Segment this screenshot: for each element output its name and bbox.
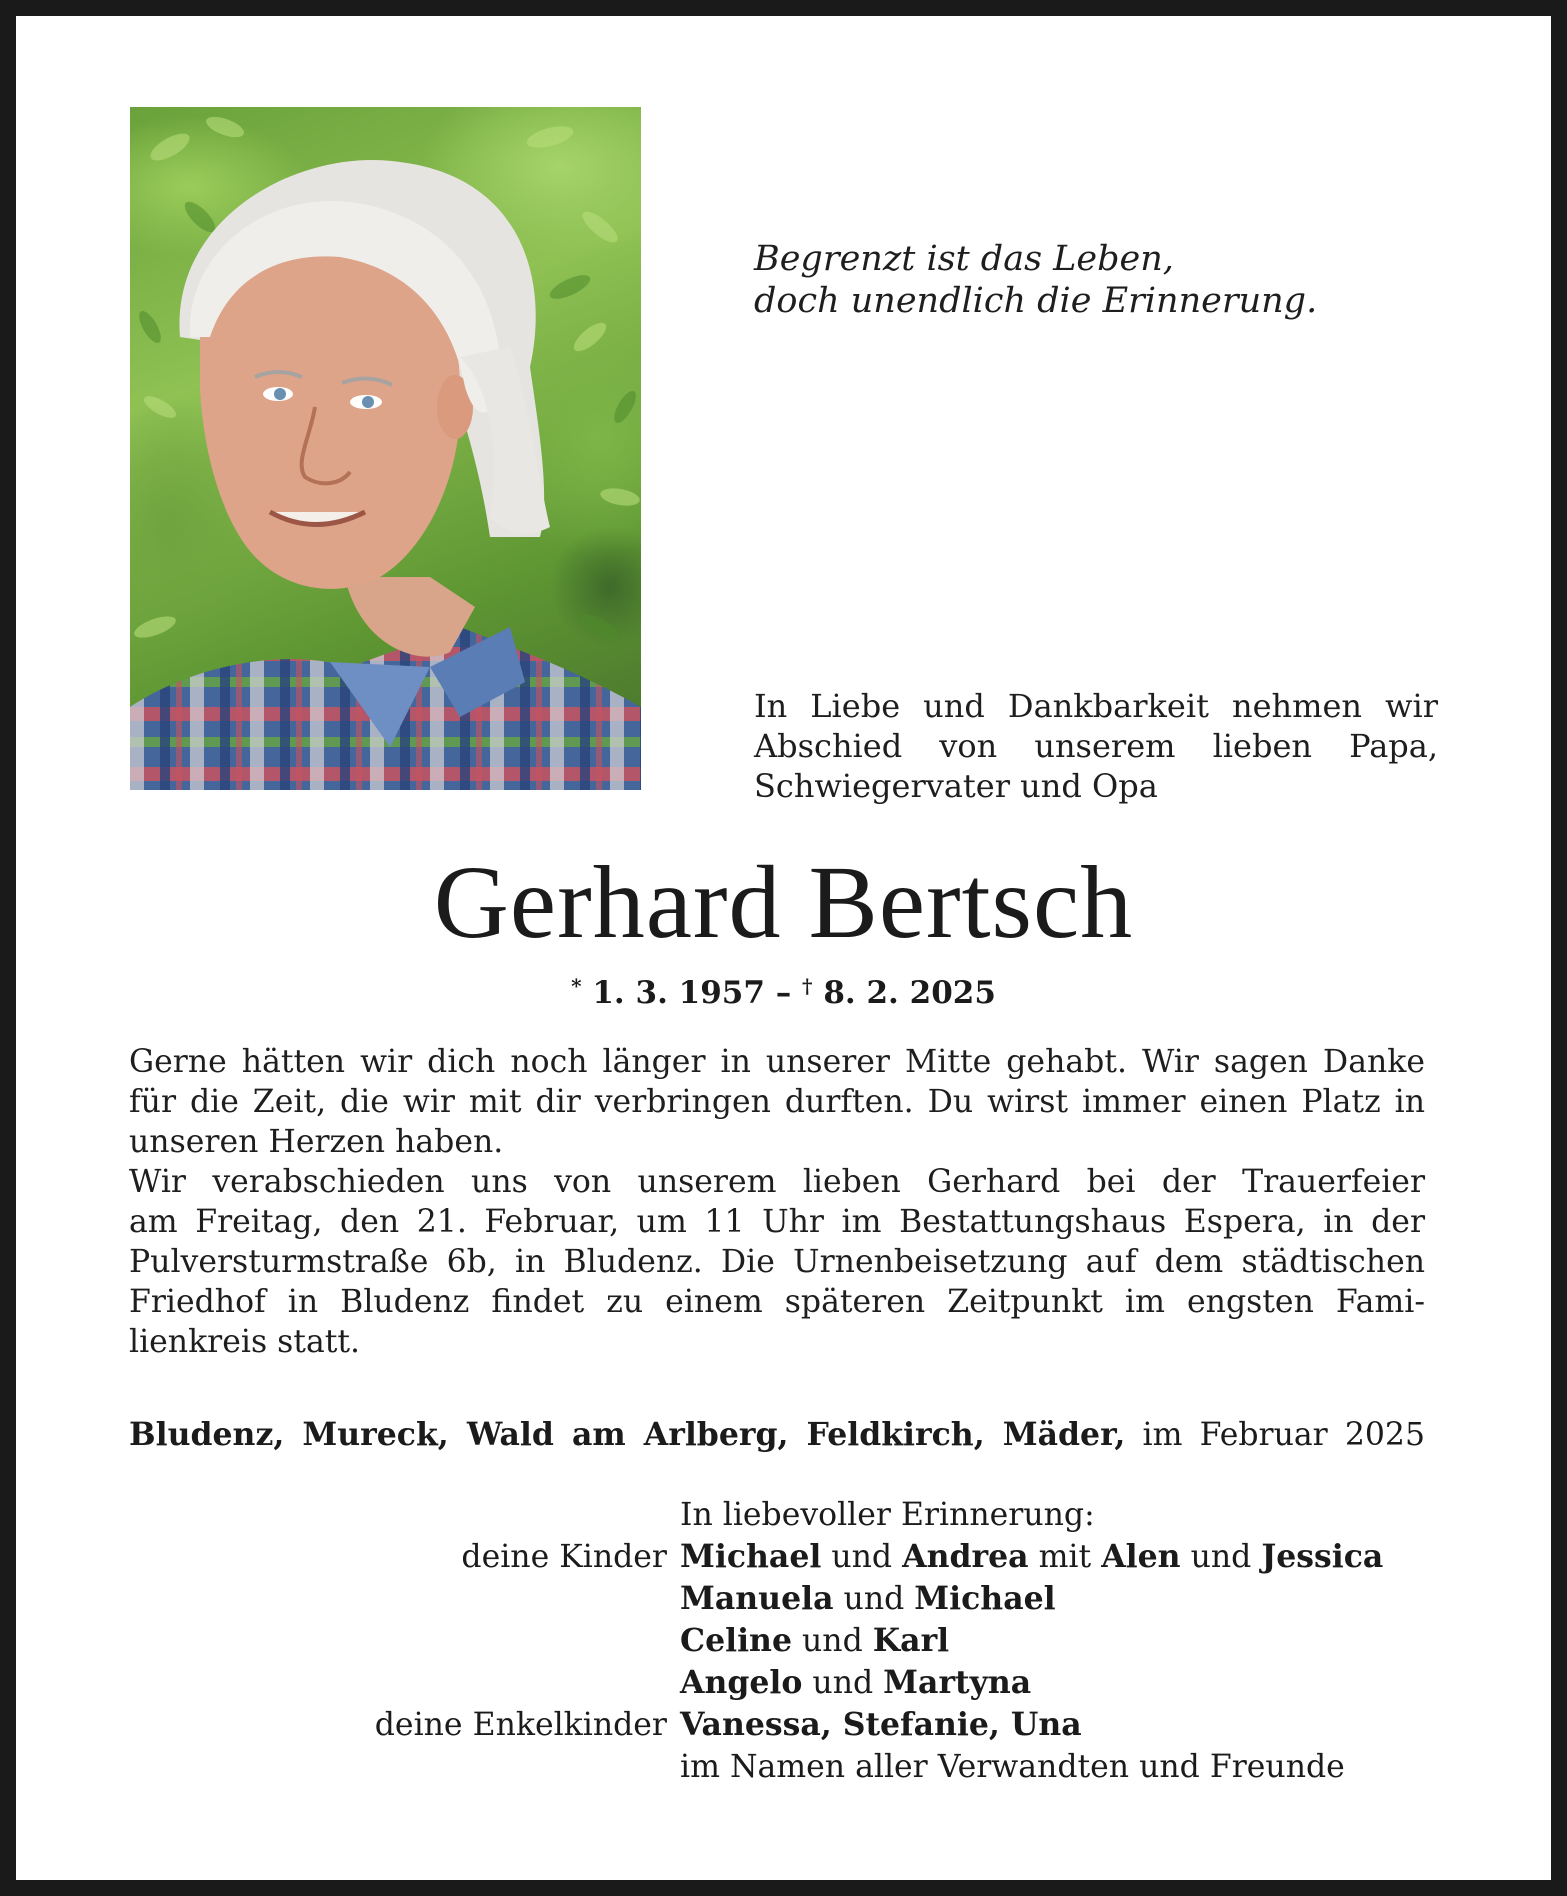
body-line-5: am Freitag, den 21. Februar, um 11 Uhr im Bestattungshaus Espera, in der: [129, 1204, 1425, 1240]
conjunction: und: [843, 1581, 905, 1617]
birth-date: 1. 3. 1957: [592, 975, 765, 1011]
obituary-page: [16, 16, 1551, 1880]
family-name: Michael: [914, 1580, 1056, 1617]
family-signatures: [16, 1494, 1551, 1788]
family-name: Jessica: [1261, 1538, 1384, 1575]
family-heading: In liebevoller Erinnerung:: [680, 1497, 1095, 1533]
portrait-photo: [130, 107, 641, 790]
quote-line-2: doch unendlich die Erinnerung.: [754, 281, 1318, 321]
family-name: Alen: [1101, 1538, 1181, 1575]
children-names-2: [680, 1578, 1056, 1620]
publication-date: im Februar 2025: [1142, 1417, 1425, 1453]
body-line-4: Wir verabschieden uns von unserem lieben Gerhard bei der Trauerfeier: [129, 1164, 1425, 1200]
family-name: Manuela: [680, 1580, 834, 1617]
quote-line-1: Begrenzt ist das Leben,: [754, 239, 1174, 279]
family-name: Karl: [872, 1622, 950, 1659]
body-line-2: für die Zeit, die wir mit dir verbringen durften. Du wirst immer einen Platz in: [129, 1084, 1425, 1120]
deceased-name: Gerhard Bertsch: [433, 845, 1134, 960]
closing-line: im Namen aller Verwandten und Freunde: [680, 1749, 1345, 1785]
grandchildren-names: Vanessa, Stefanie, Una: [680, 1706, 1082, 1743]
conjunction: und: [802, 1623, 863, 1659]
family-name: Michael: [680, 1538, 822, 1575]
date-separator: –: [775, 975, 792, 1011]
places-list: Bludenz, Mureck, Wald am Arlberg, Feldkirch, Mäder,: [129, 1416, 1126, 1453]
family-row-1: [16, 1536, 1551, 1578]
family-name: Martyna: [883, 1664, 1032, 1701]
family-row-3: [16, 1620, 1551, 1662]
family-row-2: [16, 1578, 1551, 1620]
body-line-1: Gerne hätten wir dich noch länger in unserer Mitte gehabt. Wir sagen Danke: [129, 1044, 1425, 1080]
family-heading-row: [16, 1494, 1551, 1536]
conjunction: und: [1190, 1539, 1252, 1575]
family-name: Andrea: [902, 1538, 1029, 1575]
family-name: Angelo: [680, 1664, 803, 1701]
family-row-4: [16, 1662, 1551, 1704]
memorial-quote: [754, 238, 1454, 322]
body-line-3: unseren Herzen haben.: [129, 1124, 504, 1160]
body-line-8: lienkreis statt.: [129, 1324, 361, 1360]
conjunction: mit: [1038, 1539, 1092, 1575]
birth-symbol: *: [571, 974, 582, 998]
portrait-illustration: [130, 107, 641, 790]
intro-line-2: Abschied von unserem lieben Papa,: [754, 727, 1438, 765]
children-names-3: [680, 1620, 949, 1662]
death-symbol: †: [802, 974, 813, 998]
conjunction: und: [831, 1539, 893, 1575]
places-and-date: [129, 1415, 1425, 1455]
grandchildren-row: [16, 1704, 1551, 1746]
life-dates: [16, 966, 1551, 1013]
conjunction: und: [812, 1665, 874, 1701]
children-label: deine Kinder: [461, 1539, 667, 1575]
children-names-1: [680, 1536, 1383, 1578]
body-line-7: Friedhof in Bludenz findet zu einem späteren Zeitpunkt im engsten Fami-: [129, 1284, 1425, 1320]
family-name: Celine: [680, 1622, 792, 1659]
intro-line-3: Schwiegervater und Opa: [754, 767, 1158, 805]
grandchildren-label: deine Enkelkinder: [374, 1707, 667, 1743]
farewell-intro: [754, 686, 1438, 806]
obituary-text: [129, 1042, 1425, 1362]
body-line-6: Pulversturmstraße 6b, in Bludenz. Die Urnenbeisetzung auf dem städtischen: [129, 1244, 1425, 1280]
intro-line-1: In Liebe und Dankbarkeit nehmen wir: [754, 687, 1438, 725]
closing-row: [16, 1746, 1551, 1788]
children-names-4: [680, 1662, 1031, 1704]
death-date: 8. 2. 2025: [823, 975, 996, 1011]
